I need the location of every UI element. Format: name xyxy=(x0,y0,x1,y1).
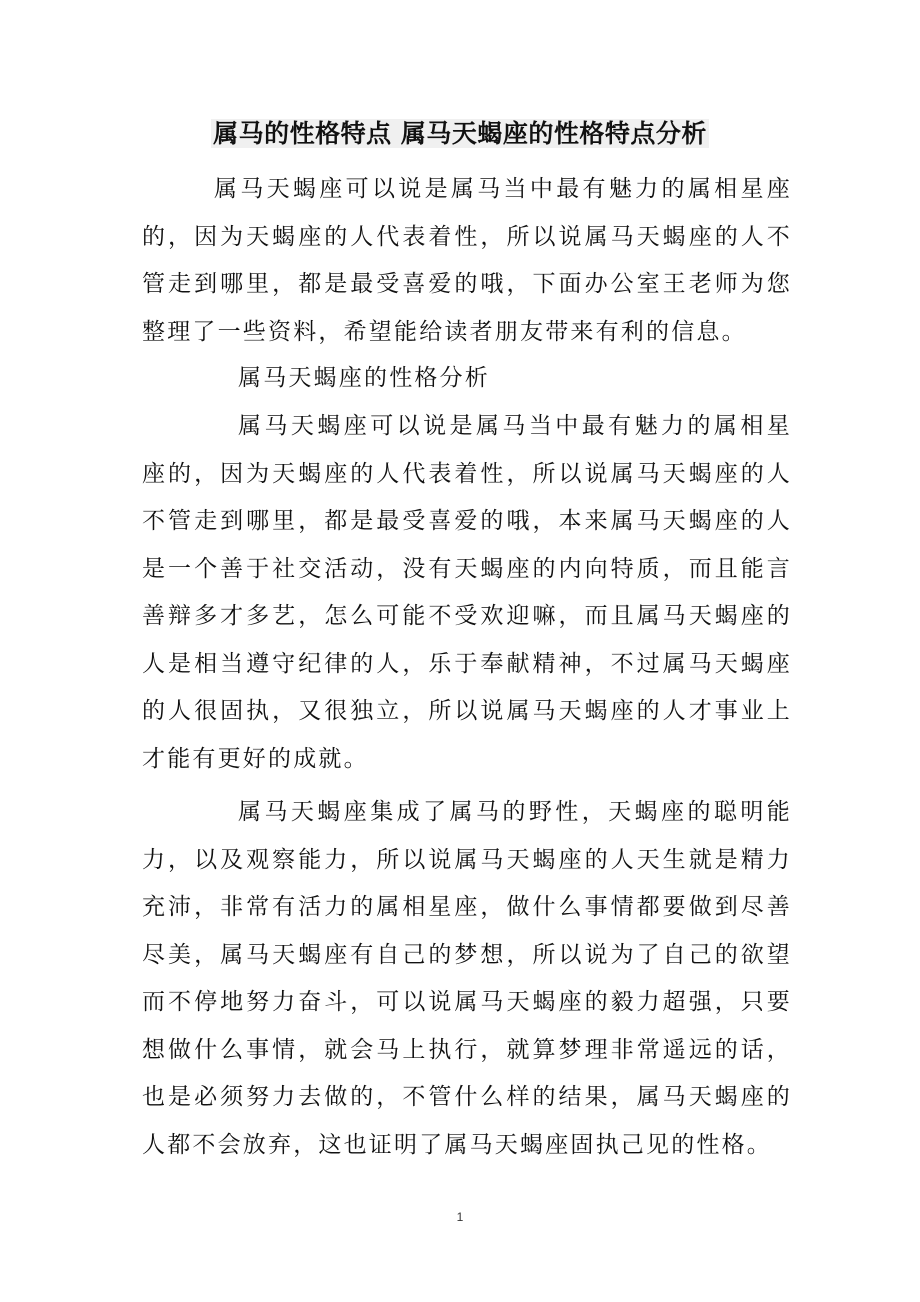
document-title-text: 属马的性格特点 属马天蝎座的性格特点分析 xyxy=(213,119,707,148)
section-heading: 属马天蝎座的性格分析 xyxy=(238,365,490,391)
intro-paragraph: 属马天蝎座可以说是属马当中最有魅力的属相星座的，因为天蝎座的人代表着性，所以说属马天蝎座的人不管走到哪里，都是最受喜爱的哦，下面办公室王老师为您整理了一些资料，希望能给读者朋友带来有利的信息。 xyxy=(142,176,792,345)
document-title xyxy=(0,112,920,156)
analysis-paragraph: 属马天蝎座可以说是属马当中最有魅力的属相星座的，因为天蝎座的人代表着性，所以说属马天蝎座的人不管走到哪里，都是最受喜爱的哦，本来属马天蝎座的人是一个善于社交活动，没有天蝎座的内向特质，而且能言善辩多才多艺，怎么可能不受欢迎嘛，而且属马天蝎座的人是相当遵守纪律的人，乐于奉献精神，不过属马天蝎座的人很固执，又很独立，所以说属马天蝎座的人才事业上才能有更好的成就。 xyxy=(142,413,792,772)
traits-paragraph: 属马天蝎座集成了属马的野性，天蝎座的聪明能力，以及观察能力，所以说属马天蝎座的人天生就是精力充沛，非常有活力的属相星座，做什么事情都要做到尽善尽美，属马天蝎座有自己的梦想，所以说为了自己的欲望而不停地努力奋斗，可以说属马天蝎座的毅力超强，只要想做什么事情，就会马上执行，就算梦理非常遥远的话，也是必须努力去做的，不管什么样的结果，属马天蝎座的人都不会放弃，这也证明了属马天蝎座固执己见的性格。 xyxy=(142,799,792,1158)
page-number: 1 xyxy=(456,1210,464,1224)
